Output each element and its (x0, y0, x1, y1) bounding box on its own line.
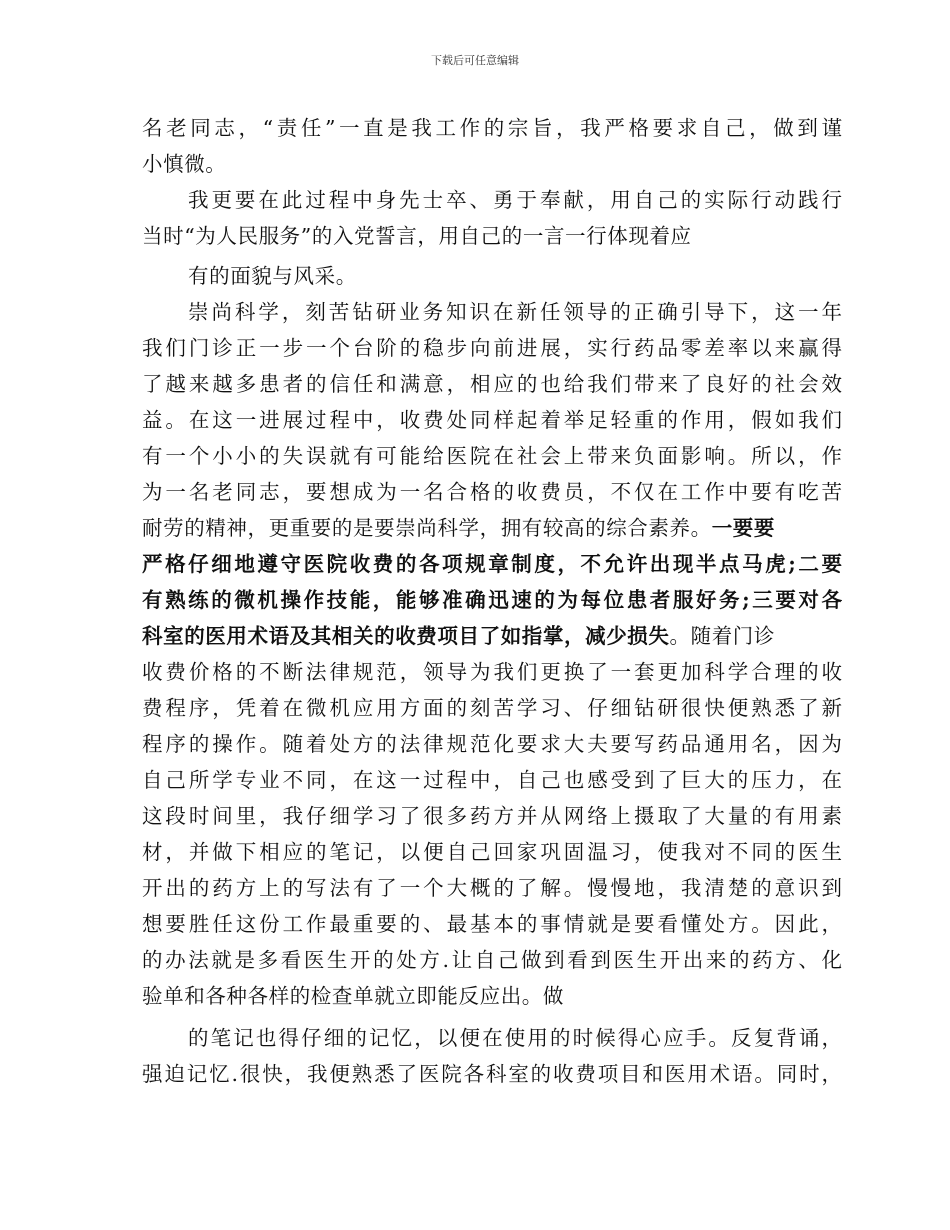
body-line: 名老同志，“责任”一直是我工作的宗旨，我严格要求自己，做到谨 (142, 116, 842, 140)
body-line: 验单和各种各样的检查单就立即能反应出。做 (142, 984, 564, 1008)
bold-line: 有熟练的微机操作技能，能够准确迅速的为每位患者服好务;三要对各 (142, 588, 842, 612)
body-line: 这段时间里，我仔细学习了很多药方并从网络上摄取了大量的有用素 (142, 804, 842, 828)
body-line-mixed (142, 516, 842, 542)
body-line: 的办法就是多看医生开的处方.让自己做到看到医生开出来的药方、化 (142, 948, 842, 972)
page-header: 下载后可任意编辑 (431, 54, 519, 67)
body-text: 。随着门诊 (669, 624, 775, 648)
bold-line: 严格仔细地遵守医院收费的各项规章制度，不允许出现半点马虎;二要 (142, 552, 842, 576)
body-line: 程序的操作。随着处方的法律规范化要求大夫要写药品通用名，因为 (142, 732, 842, 756)
body-line: 有一个小小的失误就有可能给医院在社会上带来负面影响。所以，作 (142, 444, 842, 468)
bold-text: 科室的医用术语及其相关的收费项目了如指掌，减少损失 (142, 624, 670, 648)
body-line: 益。在这一进展过程中，收费处同样起着举足轻重的作用，假如我们 (142, 408, 842, 432)
body-line: 材，并做下相应的笔记，以便自己回家巩固温习，使我对不同的医生 (142, 840, 842, 864)
body-line: 费程序，凭着在微机应用方面的刻苦学习、仔细钻研很快便熟悉了新 (142, 696, 842, 720)
body-line: 崇尚科学，刻苦钻研业务知识在新任领导的正确引导下，这一年 (188, 300, 842, 324)
body-line: 收费价格的不断法律规范，领导为我们更换了一套更加科学合理的收 (142, 660, 842, 684)
body-line: 了越来越多患者的信任和满意，相应的也给我们带来了良好的社会效 (142, 372, 842, 396)
body-line: 开出的药方上的写法有了一个大概的了解。慢慢地，我清楚的意识到 (142, 876, 842, 900)
body-line: 想要胜任这份工作最重要的、最基本的事情就是要看懂处方。因此， (142, 912, 842, 936)
body-line: 我们门诊正一步一个台阶的稳步向前进展，实行药品零差率以来赢得 (142, 336, 842, 360)
bold-text: 一要要 (711, 516, 776, 540)
body-line: 自己所学专业不同，在这一过程中，自己也感受到了巨大的压力，在 (142, 768, 842, 792)
body-line: 为一名老同志，要想成为一名合格的收费员，不仅在工作中要有吃苦 (142, 480, 842, 504)
body-line-mixed (142, 624, 842, 650)
body-text: 耐劳的精神，更重要的是要崇尚科学，拥有较高的综合素养。 (142, 516, 712, 540)
body-line: 的笔记也得仔细的记忆，以便在使用的时候得心应手。反复背诵， (188, 1026, 842, 1050)
body-line: 强迫记忆.很快，我便熟悉了医院各科室的收费项目和医用术语。同时， (142, 1062, 842, 1086)
body-line: 小慎微。 (142, 152, 227, 176)
body-line: 我更要在此过程中身先士卒、勇于奉献，用自己的实际行动践行 (188, 188, 842, 212)
body-line: 有的面貌与风采。 (188, 264, 357, 288)
body-line: 当时“为人民服务”的入党誓言，用自己的一言一行体现着应 (142, 224, 692, 248)
